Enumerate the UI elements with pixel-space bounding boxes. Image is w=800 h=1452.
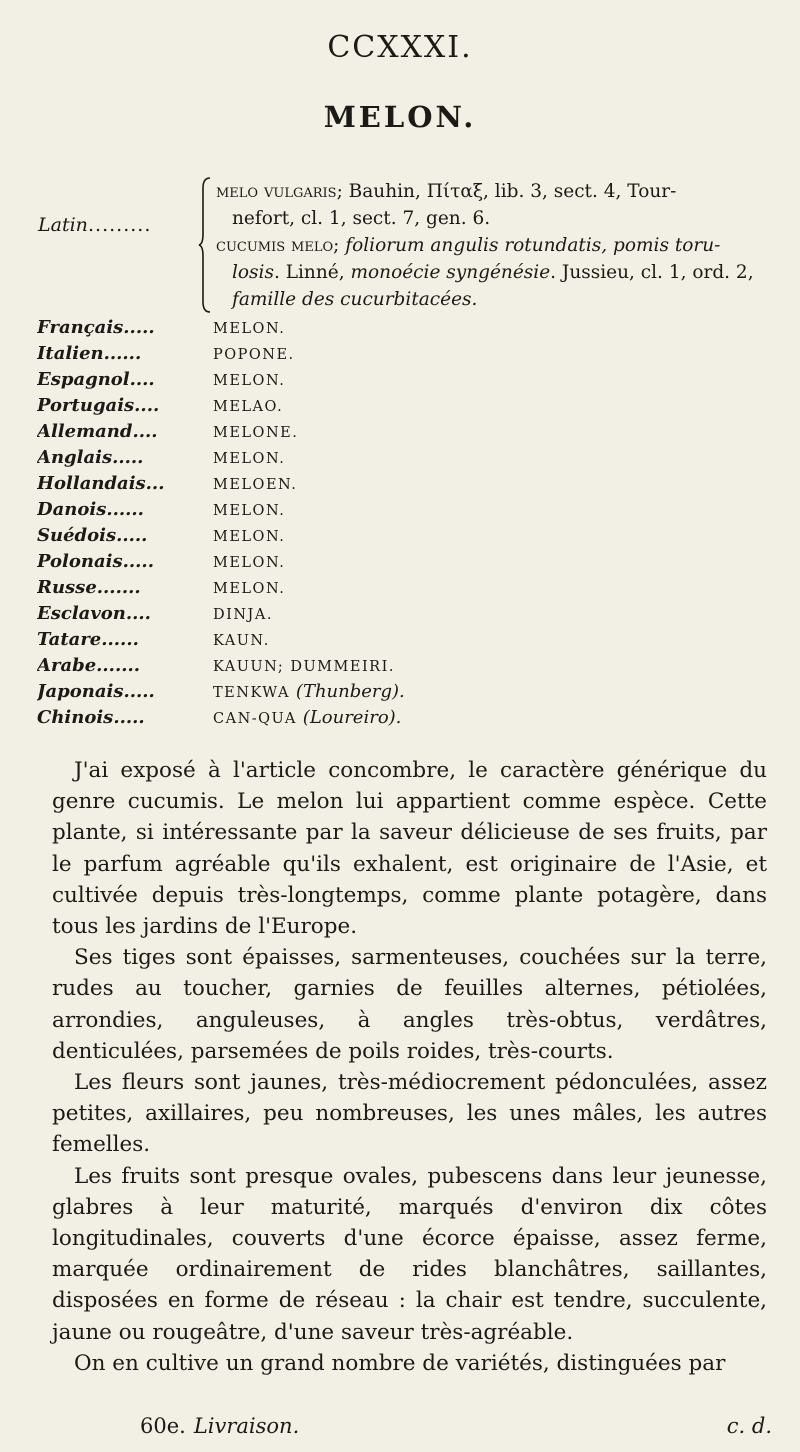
latin-line [216,232,766,259]
common-names-list [37,317,457,733]
livraison-number: 60e. [140,1414,186,1438]
vernacular-name: KAUN. [213,633,270,649]
language-label: Tatare...... [37,629,139,650]
common-name-row [37,317,457,343]
language-label: Anglais..... [37,447,144,468]
language-label: Portugais.... [37,395,160,416]
latin-fragment: ; Bauhin, Πίταξ, lib. 3, sect. 4, Tour- [336,181,677,202]
vernacular-name: MELON. [213,321,286,337]
name-source-note: (Thunberg). [295,681,405,702]
common-name-row [37,421,457,447]
language-label: Japonais..... [37,681,155,702]
vernacular-name: MELONE. [213,425,299,441]
vernacular-name: POPONE. [213,347,295,363]
vernacular-name: MELON. [213,503,286,519]
language-label: Italien...... [37,343,142,364]
vernacular-name: MELOEN. [213,477,298,493]
common-name-row [37,369,457,395]
latin-fragment: . Jussieu, cl. 1, ord. 2, [550,262,754,283]
language-label: Danois...... [37,499,144,520]
language-label: Hollandais... [37,473,165,494]
livraison-label: Livraison. [193,1414,300,1438]
latin-fragment: . Linné, [273,262,351,283]
common-name-row [37,655,457,681]
latin-leader-dots: ......... [88,214,152,236]
latin-line [216,259,766,286]
body-paragraph: Les fleurs sont jaunes, très-médiocrement pédonculées, assez petites, axillaires, peu nombreuses, les unes mâles, les autres femelles. [52,1070,767,1158]
common-name-row [37,681,457,707]
language-label: Espagnol.... [37,369,155,390]
body-paragraph: Les fruits sont presque ovales, pubescens dans leur jeunesse, glabres à leur maturité, marqués d'environ dix côtes longitudinales, couverts d'une écorce épaisse, assez ferme, marquée ordinairement de rides blanchâtres, saillantes, disposées en forme de réseau : la chair est tendre, succulente, jaune ou rougeâtre, d'une saveur très-agréable. [52,1163,767,1345]
common-name-row [37,343,457,369]
language-label: Français..... [37,317,155,338]
vernacular-name: MELON. [213,555,286,571]
common-name-row [37,473,457,499]
latin-fragment: cucumis melo [216,235,334,256]
language-label: Russe....... [37,577,141,598]
vernacular-name: CAN-QUA [213,711,297,727]
language-label: Esclavon.... [37,603,151,624]
language-label: Arabe....... [37,655,141,676]
latin-fragment: ; [333,235,346,256]
vernacular-name: MELON. [213,373,286,389]
common-name-row [37,603,457,629]
common-name-row [37,447,457,473]
latin-fragment: monoécie syngénésie [350,262,551,283]
vernacular-name: MELON. [213,581,286,597]
body-paragraph: J'ai exposé à l'article concombre, le caractère générique du genre cucumis. Le melon lui appartient comme espèce. Cette plante, si intéressante par la saveur délicieuse de ses fruits, par le parfum agréable qu'ils exhalent, est originaire de l'Asie, et cultivée depuis très-longtemps, comme plante potagère, dans tous les jardins de l'Europe. [52,758,767,940]
entry-title: MELON. [323,100,477,134]
vernacular-name: MELON. [213,529,286,545]
body-paragraph: On en cultive un grand nombre de variétés, distinguées par [74,1350,726,1376]
signature-mark: c. d. [726,1414,772,1438]
body-paragraph: Ses tiges sont épaisses, sarmenteuses, couchées sur la terre, rudes au toucher, garnies de feuilles alternes, pétiolées, arrondies, anguleuses, à angles très-obtus, verdâtres, denticulées, parsemées de poils roides, très-courts. [52,945,767,1064]
language-label: Chinois..... [37,707,145,728]
language-label: Suédois..... [37,525,148,546]
vernacular-name: TENKWA [213,685,290,701]
language-label: Allemand.... [37,421,158,442]
common-name-row [37,551,457,577]
vernacular-name: DINJA. [213,607,273,623]
vernacular-name: KAUUN; DUMMEIRI. [213,659,395,675]
common-name-row [37,629,457,655]
latin-fragment: foliorum angulis rotundatis, pomis toru- [345,235,721,256]
latin-fragment: losis [232,262,274,283]
common-name-row [37,525,457,551]
page-number: CCXXXI. [327,30,473,65]
latin-line [216,178,766,205]
footer-line [140,1414,780,1438]
latin-synonymy [216,178,766,313]
vernacular-name: MELON. [213,451,286,467]
name-source-note: (Loureiro). [302,707,402,728]
latin-line [216,286,766,313]
footer-livraison [140,1414,299,1438]
body-text [52,755,767,1379]
latin-brace [198,176,212,314]
common-name-row [37,499,457,525]
latin-line [216,205,766,232]
common-name-row [37,395,457,421]
language-label: Polonais..... [37,551,154,572]
latin-fragment: nefort, cl. 1, sect. 7, gen. 6. [232,208,491,229]
common-name-row [37,577,457,603]
vernacular-name: MELAO. [213,399,284,415]
latin-label: Latin [38,214,88,236]
common-name-row [37,707,457,733]
latin-fragment: famille des cucurbitacées. [232,289,478,310]
latin-fragment: melo vulgaris [216,181,337,202]
